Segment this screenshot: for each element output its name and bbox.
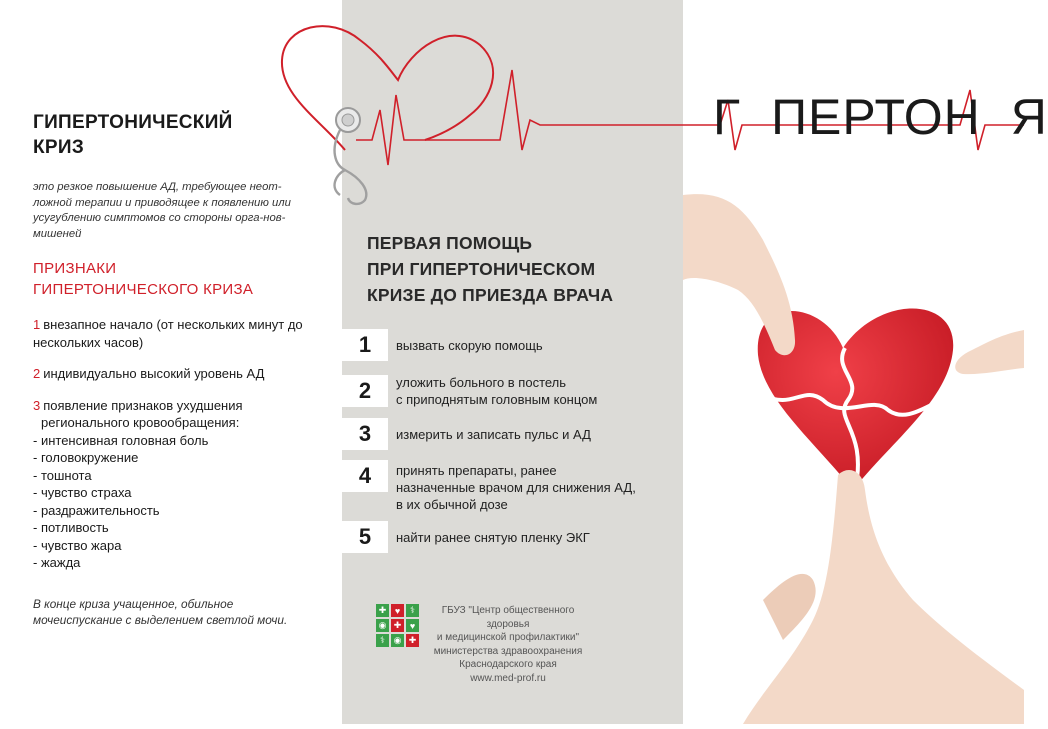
symptom-item: - чувство жара xyxy=(33,537,333,555)
step-number: 5 xyxy=(342,521,388,553)
step-number: 1 xyxy=(342,329,388,361)
symptom-item: - жажда xyxy=(33,554,333,572)
symptom-item: - потливость xyxy=(33,519,333,537)
step-number: 4 xyxy=(342,460,388,492)
first-aid-step xyxy=(342,521,590,553)
hand-top-left xyxy=(683,194,795,355)
first-aid-step xyxy=(342,329,543,361)
organization-website[interactable]: www.med-prof.ru xyxy=(470,672,546,684)
signs-list xyxy=(33,316,333,572)
step-number: 3 xyxy=(342,418,388,450)
step-text: принять препараты, ранее назначенные врачом для снижения АД, в их обычной дозе xyxy=(396,463,636,512)
hand-right xyxy=(955,330,1024,374)
step-text: измерить и записать пульс и АД xyxy=(396,426,591,442)
symptom-list xyxy=(33,432,333,572)
symptom-item: - интенсивная головная боль xyxy=(33,432,333,450)
organization-name: ГБУЗ "Центр общественного здоровья и медицинской профилактики" министерства здравоохранения Краснодарского края www.med-prof.ru xyxy=(428,604,588,685)
sign-item: 2 индивидуально высокий уровень АД xyxy=(33,366,265,381)
crisis-title: ГИПЕРТОНИЧЕСКИЙ КРИЗ xyxy=(33,112,233,158)
step-text: уложить больного в постель с приподнятым головным концом xyxy=(396,375,598,407)
step-text: найти ранее снятую пленку ЭКГ xyxy=(396,529,590,545)
sign-item: 1 внезапное начало (от нескольких минут до нескольких часов) xyxy=(33,317,303,350)
symptom-item: - головокружение xyxy=(33,449,333,467)
symptom-item: - тошнота xyxy=(33,467,333,485)
hypertension-title: Г ПЕРТОН Я xyxy=(713,89,1048,145)
step-text: вызвать скорую помощь xyxy=(396,337,543,353)
symptom-item: - раздражительность xyxy=(33,502,333,520)
step-number: 2 xyxy=(342,375,388,407)
crisis-description: это резкое повышение АД, требующее неот-ложной терапии и приводящее к появлению или усугублению симптомов со стороны орга-нов-мишеней xyxy=(33,181,291,240)
first-aid-title: ПЕРВАЯ ПОМОЩЬ ПРИ ГИПЕРТОНИЧЕСКОМ КРИЗЕ ДО ПРИЕЗДА ВРАЧА xyxy=(367,233,614,305)
organization-logo: ✚ ♥ ⚕ ◉ ✚ ♥ ⚕ ◉ ✚ xyxy=(376,604,420,648)
organization-block xyxy=(376,604,588,685)
first-aid-step xyxy=(342,418,591,450)
symptom-item: - чувство страха xyxy=(33,484,333,502)
crisis-footer-note: В конце криза учащенное, обильное мочеиспускание с выделением светлой мочи. xyxy=(33,597,288,627)
sign-item: 3 появление признаков ухудшения регионального кровообращения: xyxy=(33,397,243,430)
first-aid-step xyxy=(342,374,597,408)
first-aid-step xyxy=(342,460,636,513)
signs-title: ПРИЗНАКИ ГИПЕРТОНИЧЕСКОГО КРИЗА xyxy=(33,260,254,298)
